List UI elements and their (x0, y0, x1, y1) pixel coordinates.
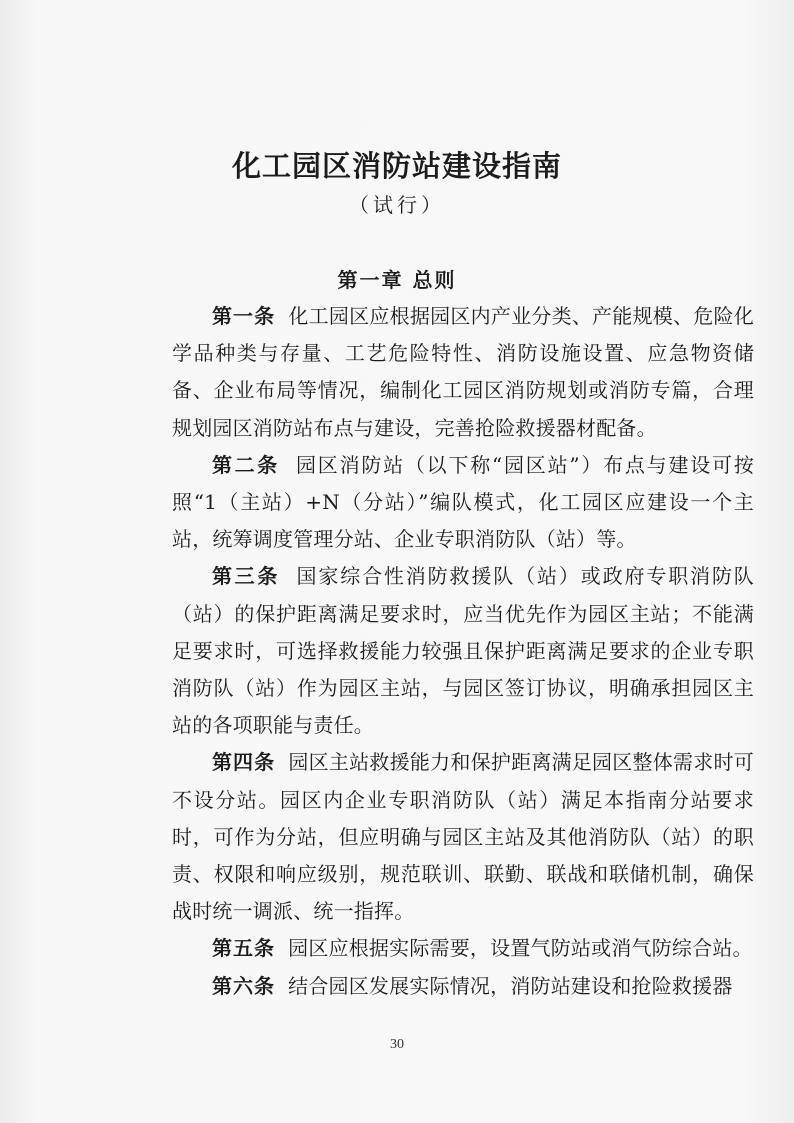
article-text: 化工园区应根据园区内产业分类、产能规模、危险化学品种类与存量、工艺危险特性、消防设施设置、应急物资储备、企业布局等情况，编制化工园区消防规划或消防专篇，合理规划园区消防站布点与建设，完善抢险救援器材配备。 (172, 304, 754, 440)
article-label: 第六条 (212, 973, 275, 998)
article-text: 园区消防站（以下称“园区站”）布点与建设可按照“1（主站）+N（分站）”编队模式，化工园区应建设一个主站，统筹调度管理分站、企业专职消防队（站）等。 (172, 452, 754, 552)
article-4 (172, 744, 754, 930)
article-2 (172, 447, 754, 559)
article-label: 第二条 (212, 452, 280, 477)
article-label: 第三条 (212, 564, 281, 589)
article-label: 第一条 (212, 304, 276, 328)
article-1 (172, 298, 754, 447)
page-number: 30 (390, 1037, 404, 1052)
article-text: 园区应根据实际需要，设置气防站或消气防综合站。 (288, 936, 753, 961)
article-5 (172, 930, 754, 967)
document-body (172, 298, 754, 1005)
article-label: 第四条 (212, 750, 276, 775)
article-6 (172, 968, 754, 1005)
article-text: 园区主站救援能力和保护距离满足园区整体需求时可不设分站。园区内企业专职消防队（站）满足本指南分站要求时，可作为分站，但应明确与园区主站及其他消防队（站）的职责、权限和响应级别，规范联训、联勤、联战和联储机制，确保战时统一调派、统一指挥。 (172, 750, 754, 924)
article-text: 国家综合性消防救援队（站）或政府专职消防队（站）的保护距离满足要求时，应当优先作为园区主站；不能满足要求时，可选择救援能力较强且保护距离满足要求的企业专职消防队（站）作为园区主站，与园区签订协议，明确承担园区主站的各项职能与责任。 (172, 564, 755, 738)
article-3 (172, 558, 754, 744)
chapter-heading: 第一章 总则 (337, 268, 457, 292)
article-label: 第五条 (212, 936, 275, 961)
document-subtitle: （试行） (349, 193, 445, 217)
document-title: 化工园区消防站建设指南 (231, 149, 562, 183)
article-text: 结合园区发展实际情况，消防站建设和抢险救援器 (288, 973, 733, 998)
